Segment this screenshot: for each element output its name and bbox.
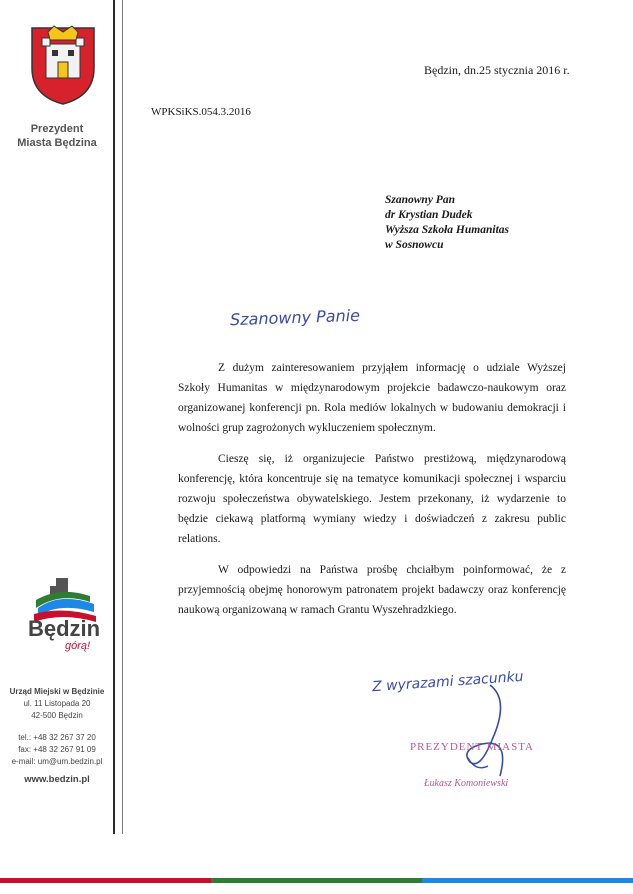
- contact-tel: tel.: +48 32 267 37 20: [18, 733, 96, 742]
- addressee-line1: Szanowny Pan: [385, 194, 455, 206]
- contact-postal: 42-500 Będzin: [31, 711, 83, 720]
- footer-bar-blue: [422, 878, 633, 883]
- addressee-line2: dr Krystian Dudek: [385, 209, 473, 221]
- letter-date: Będzin, dn.25 stycznia 2016 r.: [424, 63, 570, 77]
- coat-of-arms-icon: [28, 22, 98, 106]
- addressee-line3: Wyższa Szkoła Humanitas: [385, 224, 509, 236]
- contact-block: [0, 686, 114, 786]
- contact-fax: fax: +48 32 267 91 09: [18, 745, 96, 754]
- footer-bar-red: [0, 878, 211, 883]
- stamp-name: Łukasz Komoniewski: [424, 778, 509, 789]
- footer-bar-green: [211, 878, 422, 883]
- addressee-block: [385, 193, 509, 253]
- footer-color-bar: [0, 878, 633, 883]
- contact-www: www.bedzin.pl: [24, 774, 90, 785]
- letter-body: [178, 358, 566, 631]
- handwritten-salutation: Szanowny Panie: [229, 305, 361, 330]
- handwritten-closing: Z wyrazami szacunku: [371, 668, 525, 696]
- paragraph-3: W odpowiedzi na Państwa prośbę chciałbym poinformować, że z przyjemnością obejmę honorowym patronatem projekt badawczy oraz konferencję naukową organizowaną w ramach Grantu Wyszehradzkiego.: [178, 564, 566, 616]
- contact-name: Urząd Miejski w Będzinie: [9, 687, 105, 696]
- reference-number: WPKSiKS.054.3.2016: [151, 106, 251, 118]
- city-logo-slogan: górą!: [65, 640, 91, 652]
- stamp-title: PREZYDENT MIASTA: [410, 741, 535, 753]
- signature-icon: [430, 680, 530, 790]
- paragraph-1: Z dużym zainteresowaniem przyjąłem informację o udziale Wyższej Szkoły Humanitas w międzynarodowym projekcie badawczo-naukowym oraz organizowanej konferencji pn. Rola mediów lokalnych w budowaniu demokracji i wolności grup zagrożonych wykluczeniem społecznym.: [178, 362, 566, 434]
- office-title: [0, 122, 114, 150]
- contact-street: ul. 11 Listopada 20: [23, 699, 91, 708]
- paragraph-2: Cieszę się, iż organizujecie Państwo prestiżową, międzynarodową konferencję, która koncentruje się na tematyce komunikacji społecznej i wsparciu rozwoju społeczeństwa obywatelskiego. Jestem przekonany, iż wydarzenie to będzie ciekawą platformą wymiany wiedzy i doświadczeń z zakresu public relations.: [178, 453, 566, 545]
- office-title-line2: Miasta Będzina: [17, 137, 97, 149]
- city-logo-name: Będzin: [28, 616, 101, 641]
- contact-email: e-mail: um@um.bedzin.pl: [11, 757, 103, 766]
- office-title-line1: Prezydent: [30, 123, 84, 135]
- margin-rule-thin: [122, 0, 123, 834]
- addressee-line4: w Sosnowcu: [385, 239, 444, 251]
